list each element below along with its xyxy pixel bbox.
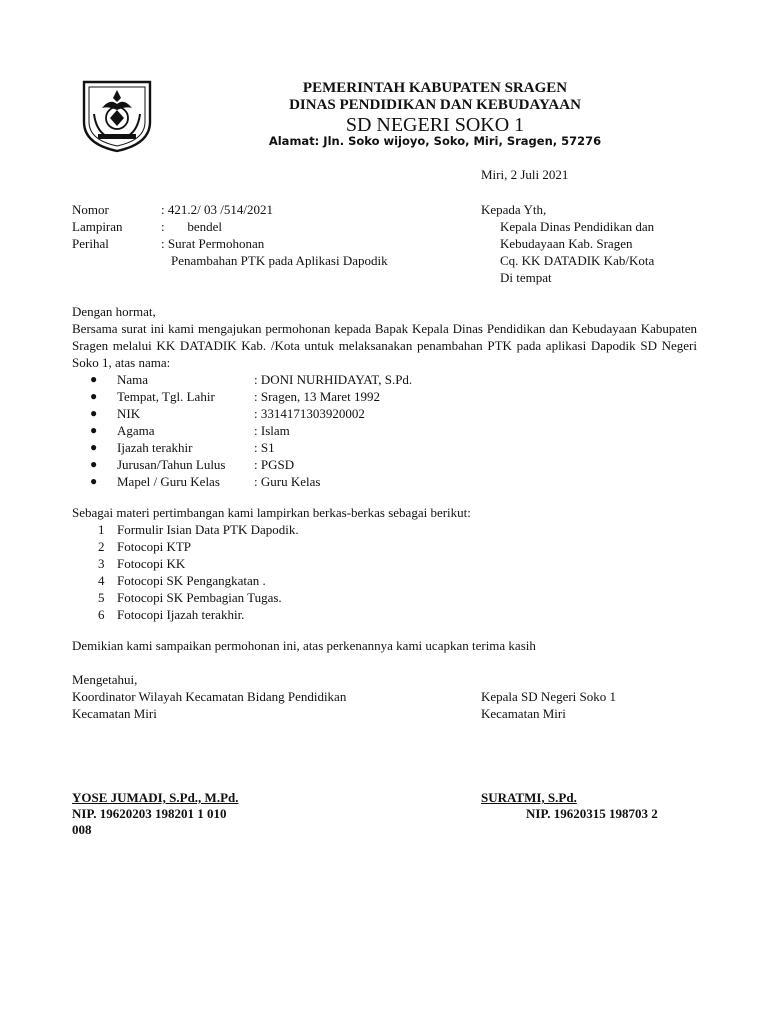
meta-label-perihal: Perihal bbox=[72, 236, 109, 251]
detail-label: Mapel / Guru Kelas bbox=[117, 474, 220, 489]
detail-value: : 3314171303920002 bbox=[254, 406, 365, 421]
detail-value: : Islam bbox=[254, 423, 290, 438]
recipient-line3: Kebudayaan Kab. Sragen bbox=[500, 236, 633, 251]
right-signer-district: Kecamatan Miri bbox=[481, 706, 566, 721]
detail-value: : PGSD bbox=[254, 457, 295, 472]
meta-label-lampiran: Lampiran bbox=[72, 219, 123, 234]
attachment-number: 1 bbox=[98, 522, 105, 537]
left-signer-nip: NIP. 19620203 198201 1 010 bbox=[72, 806, 227, 821]
acknowledge-label: Mengetahui, bbox=[72, 672, 138, 687]
recipient-line4: Cq. KK DATADIK Kab/Kota bbox=[500, 253, 655, 268]
greeting: Dengan hormat, bbox=[72, 304, 156, 319]
left-signer-title: Koordinator Wilayah Kecamatan Bidang Pendidikan bbox=[72, 689, 347, 704]
regency-crest-icon bbox=[80, 78, 154, 154]
bullet-icon: ● bbox=[90, 457, 98, 471]
government-name: PEMERINTAH KABUPATEN SRAGEN bbox=[302, 80, 568, 96]
agency-name: DINAS PENDIDIKAN DAN KEBUDAYAAN bbox=[289, 97, 581, 113]
school-name: SD NEGERI SOKO 1 bbox=[345, 114, 525, 136]
meta-value-perihal: : Surat Permohonan bbox=[161, 236, 265, 251]
left-signer-district: Kecamatan Miri bbox=[72, 706, 157, 721]
bullet-icon: ● bbox=[90, 423, 98, 437]
meta-value-lampiran: : bendel bbox=[161, 219, 223, 234]
left-signer-name: YOSE JUMADI, S.Pd., M.Pd. bbox=[72, 790, 239, 805]
recipient-line5: Di tempat bbox=[500, 270, 552, 285]
bullet-icon: ● bbox=[90, 406, 98, 420]
attachment-item: Fotocopi SK Pengangkatan . bbox=[117, 573, 266, 588]
detail-label: Ijazah terakhir bbox=[117, 440, 193, 455]
attachment-number: 3 bbox=[98, 556, 105, 571]
attachment-item: Fotocopi SK Pembagian Tugas. bbox=[117, 590, 282, 605]
school-address: Alamat: Jln. Soko wijoyo, Soko, Miri, Sragen, 57276 bbox=[268, 134, 602, 148]
left-signer-nip-continued: 008 bbox=[72, 822, 92, 837]
bullet-icon: ● bbox=[90, 440, 98, 454]
detail-label: Jurusan/Tahun Lulus bbox=[117, 457, 226, 472]
right-signer-nip: NIP. 19620315 198703 2 bbox=[526, 806, 658, 821]
attachment-number: 2 bbox=[98, 539, 105, 554]
perihal-line2: Penambahan PTK pada Aplikasi Dapodik bbox=[171, 253, 388, 268]
detail-label: Nama bbox=[117, 372, 149, 387]
detail-label: Tempat, Tgl. Lahir bbox=[117, 389, 215, 404]
right-signer-title: Kepala SD Negeri Soko 1 bbox=[481, 689, 617, 704]
attachment-item: Fotocopi KTP bbox=[117, 539, 192, 554]
detail-value: : Sragen, 13 Maret 1992 bbox=[254, 389, 381, 404]
attachment-number: 4 bbox=[98, 573, 105, 588]
attachment-item: Formulir Isian Data PTK Dapodik. bbox=[117, 522, 299, 537]
attachment-number: 6 bbox=[98, 607, 105, 622]
bullet-icon: ● bbox=[90, 372, 98, 386]
meta-label-nomor: Nomor bbox=[72, 202, 109, 217]
meta-value-nomor: : 421.2/ 03 /514/2021 bbox=[161, 202, 273, 217]
letter-date: Miri, 2 Juli 2021 bbox=[481, 167, 569, 182]
detail-value: : Guru Kelas bbox=[254, 474, 321, 489]
closing-text: Demikian kami sampaikan permohonan ini, atas perkenannya kami ucapkan terima kasih bbox=[72, 638, 536, 653]
detail-label: Agama bbox=[117, 423, 155, 438]
detail-value: : DONI NURHIDAYAT, S.Pd. bbox=[254, 372, 413, 387]
attachment-item: Fotocopi KK bbox=[117, 556, 186, 571]
attachment-item: Fotocopi Ijazah terakhir. bbox=[117, 607, 245, 622]
detail-label: NIK bbox=[117, 406, 141, 421]
attachment-number: 5 bbox=[98, 590, 105, 605]
attachments-intro: Sebagai materi pertimbangan kami lampirkan berkas-berkas sebagai berikut: bbox=[72, 505, 471, 520]
recipient-line1: Kepada Yth, bbox=[481, 202, 547, 217]
right-signer-name: SURATMI, S.Pd. bbox=[481, 790, 577, 805]
intro-text: Bersama surat ini kami mengajukan permohonan kepada Bapak Kepala Dinas Pendidikan dan Kebudayaan Kabupaten Sragen melalui KK DATADIK Kab. /Kota untuk melaksanakan penambahan PTK pada aplikasi Dapodik SD Negeri Soko 1, atas nama: bbox=[72, 321, 697, 370]
recipient-line2: Kepala Dinas Pendidikan dan bbox=[500, 219, 655, 234]
intro-paragraph bbox=[72, 320, 697, 371]
detail-value: : S1 bbox=[254, 440, 275, 455]
bullet-icon: ● bbox=[90, 474, 98, 488]
bullet-icon: ● bbox=[90, 389, 98, 403]
